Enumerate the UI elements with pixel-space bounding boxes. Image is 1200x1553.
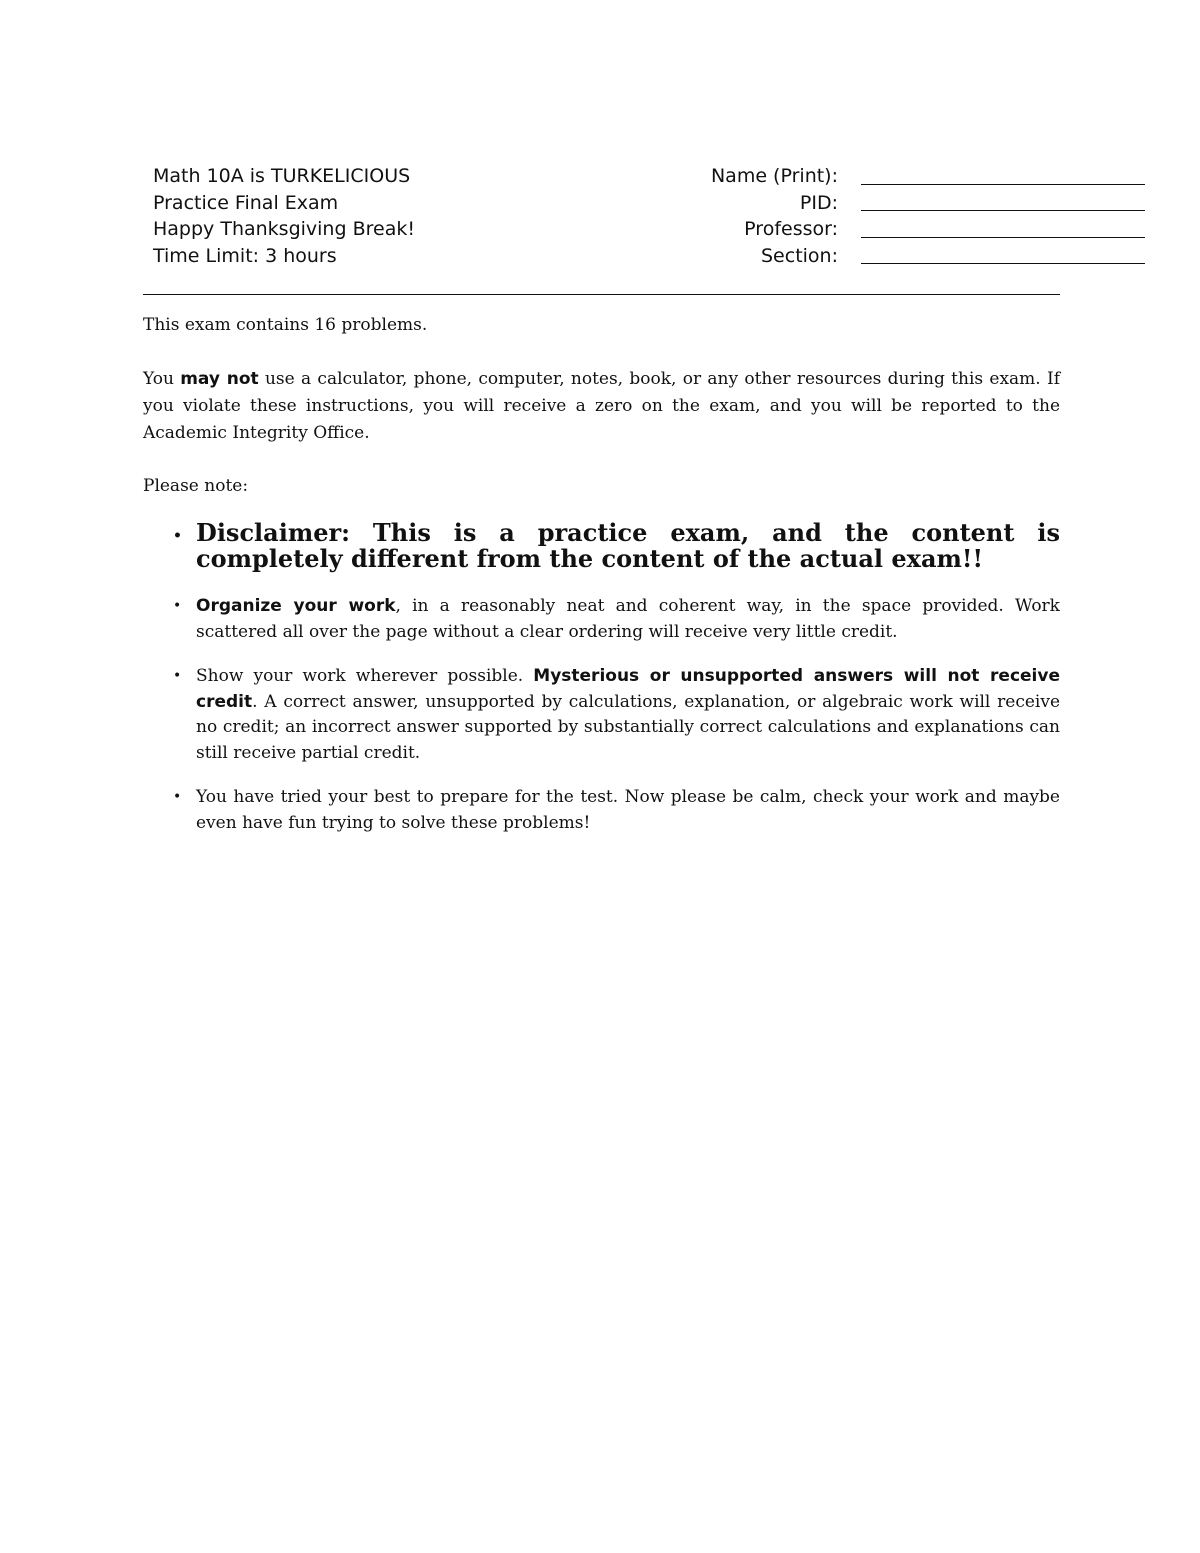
section-blank-line[interactable] <box>861 263 1145 264</box>
exam-header-info <box>153 163 573 269</box>
disclaimer-item <box>143 520 1060 572</box>
organize-item <box>143 594 1060 645</box>
name-field-label: Name (Print): <box>710 165 838 187</box>
organize-text: , in a reasonably neat and coherent way, in the space provided. Work scattered all over the page without a clear ordering will receive very little credit. <box>196 596 1060 642</box>
calm-text: You have tried your best to prepare for the test. Now please be calm, check your work and maybe even have fun trying to solve these problems! <box>196 787 1060 833</box>
bullet-icon: • <box>173 789 182 805</box>
section-field-label: Section: <box>761 244 838 267</box>
rules-prefix: You <box>143 369 181 389</box>
problem-count: This exam contains 16 problems. <box>143 315 428 335</box>
show-work-text: . A correct answer, unsupported by calculations, explanation, or algebraic work will receive no credit; an incorrect answer supported by substantially correct calculations and explanations can still receive partial credit. <box>196 691 1060 763</box>
please-note-label: Please note: <box>143 476 249 496</box>
show-work-prefix: Show your work wherever possible. <box>196 666 534 686</box>
student-info-fields <box>600 163 1145 269</box>
bullet-icon: • <box>173 598 182 614</box>
name-blank-line[interactable] <box>861 184 1145 185</box>
organize-emphasis: Organize your work <box>196 596 396 616</box>
exam-title: Practice Final Exam <box>153 191 339 214</box>
bullet-icon: • <box>173 668 182 684</box>
disclaimer-text: Disclaimer: This is a practice exam, and the content is completely different from the content of the actual exam!! <box>196 518 1060 573</box>
pid-blank-line[interactable] <box>861 210 1145 211</box>
header-divider <box>143 294 1060 295</box>
bullet-icon: • <box>173 528 182 544</box>
professor-blank-line[interactable] <box>861 237 1145 238</box>
course-title: Math 10A is TURKELICIOUS <box>153 165 411 187</box>
rules-text: use a calculator, phone, computer, notes, book, or any other resources during this exam. If you violate these instructions, you will receive a zero on the exam, and you will be reported to the Academic Integrity Office. <box>143 369 1060 443</box>
rules-emphasis: may not <box>180 369 259 389</box>
pid-field-label: PID: <box>799 191 838 214</box>
calm-item <box>143 785 1060 836</box>
show-work-item <box>143 664 1060 766</box>
professor-field-label: Professor: <box>744 218 838 240</box>
section-field <box>600 243 1145 270</box>
show-work-emphasis: Mysterious or unsupported answers will not receive credit <box>196 666 1060 712</box>
name-field <box>600 163 1145 190</box>
notes-list <box>143 520 1060 836</box>
pid-field <box>600 190 1145 217</box>
professor-field <box>600 216 1145 243</box>
time-limit: Time Limit: 3 hours <box>153 244 337 267</box>
greeting: Happy Thanksgiving Break! <box>153 218 415 240</box>
exam-rules <box>143 366 1060 447</box>
